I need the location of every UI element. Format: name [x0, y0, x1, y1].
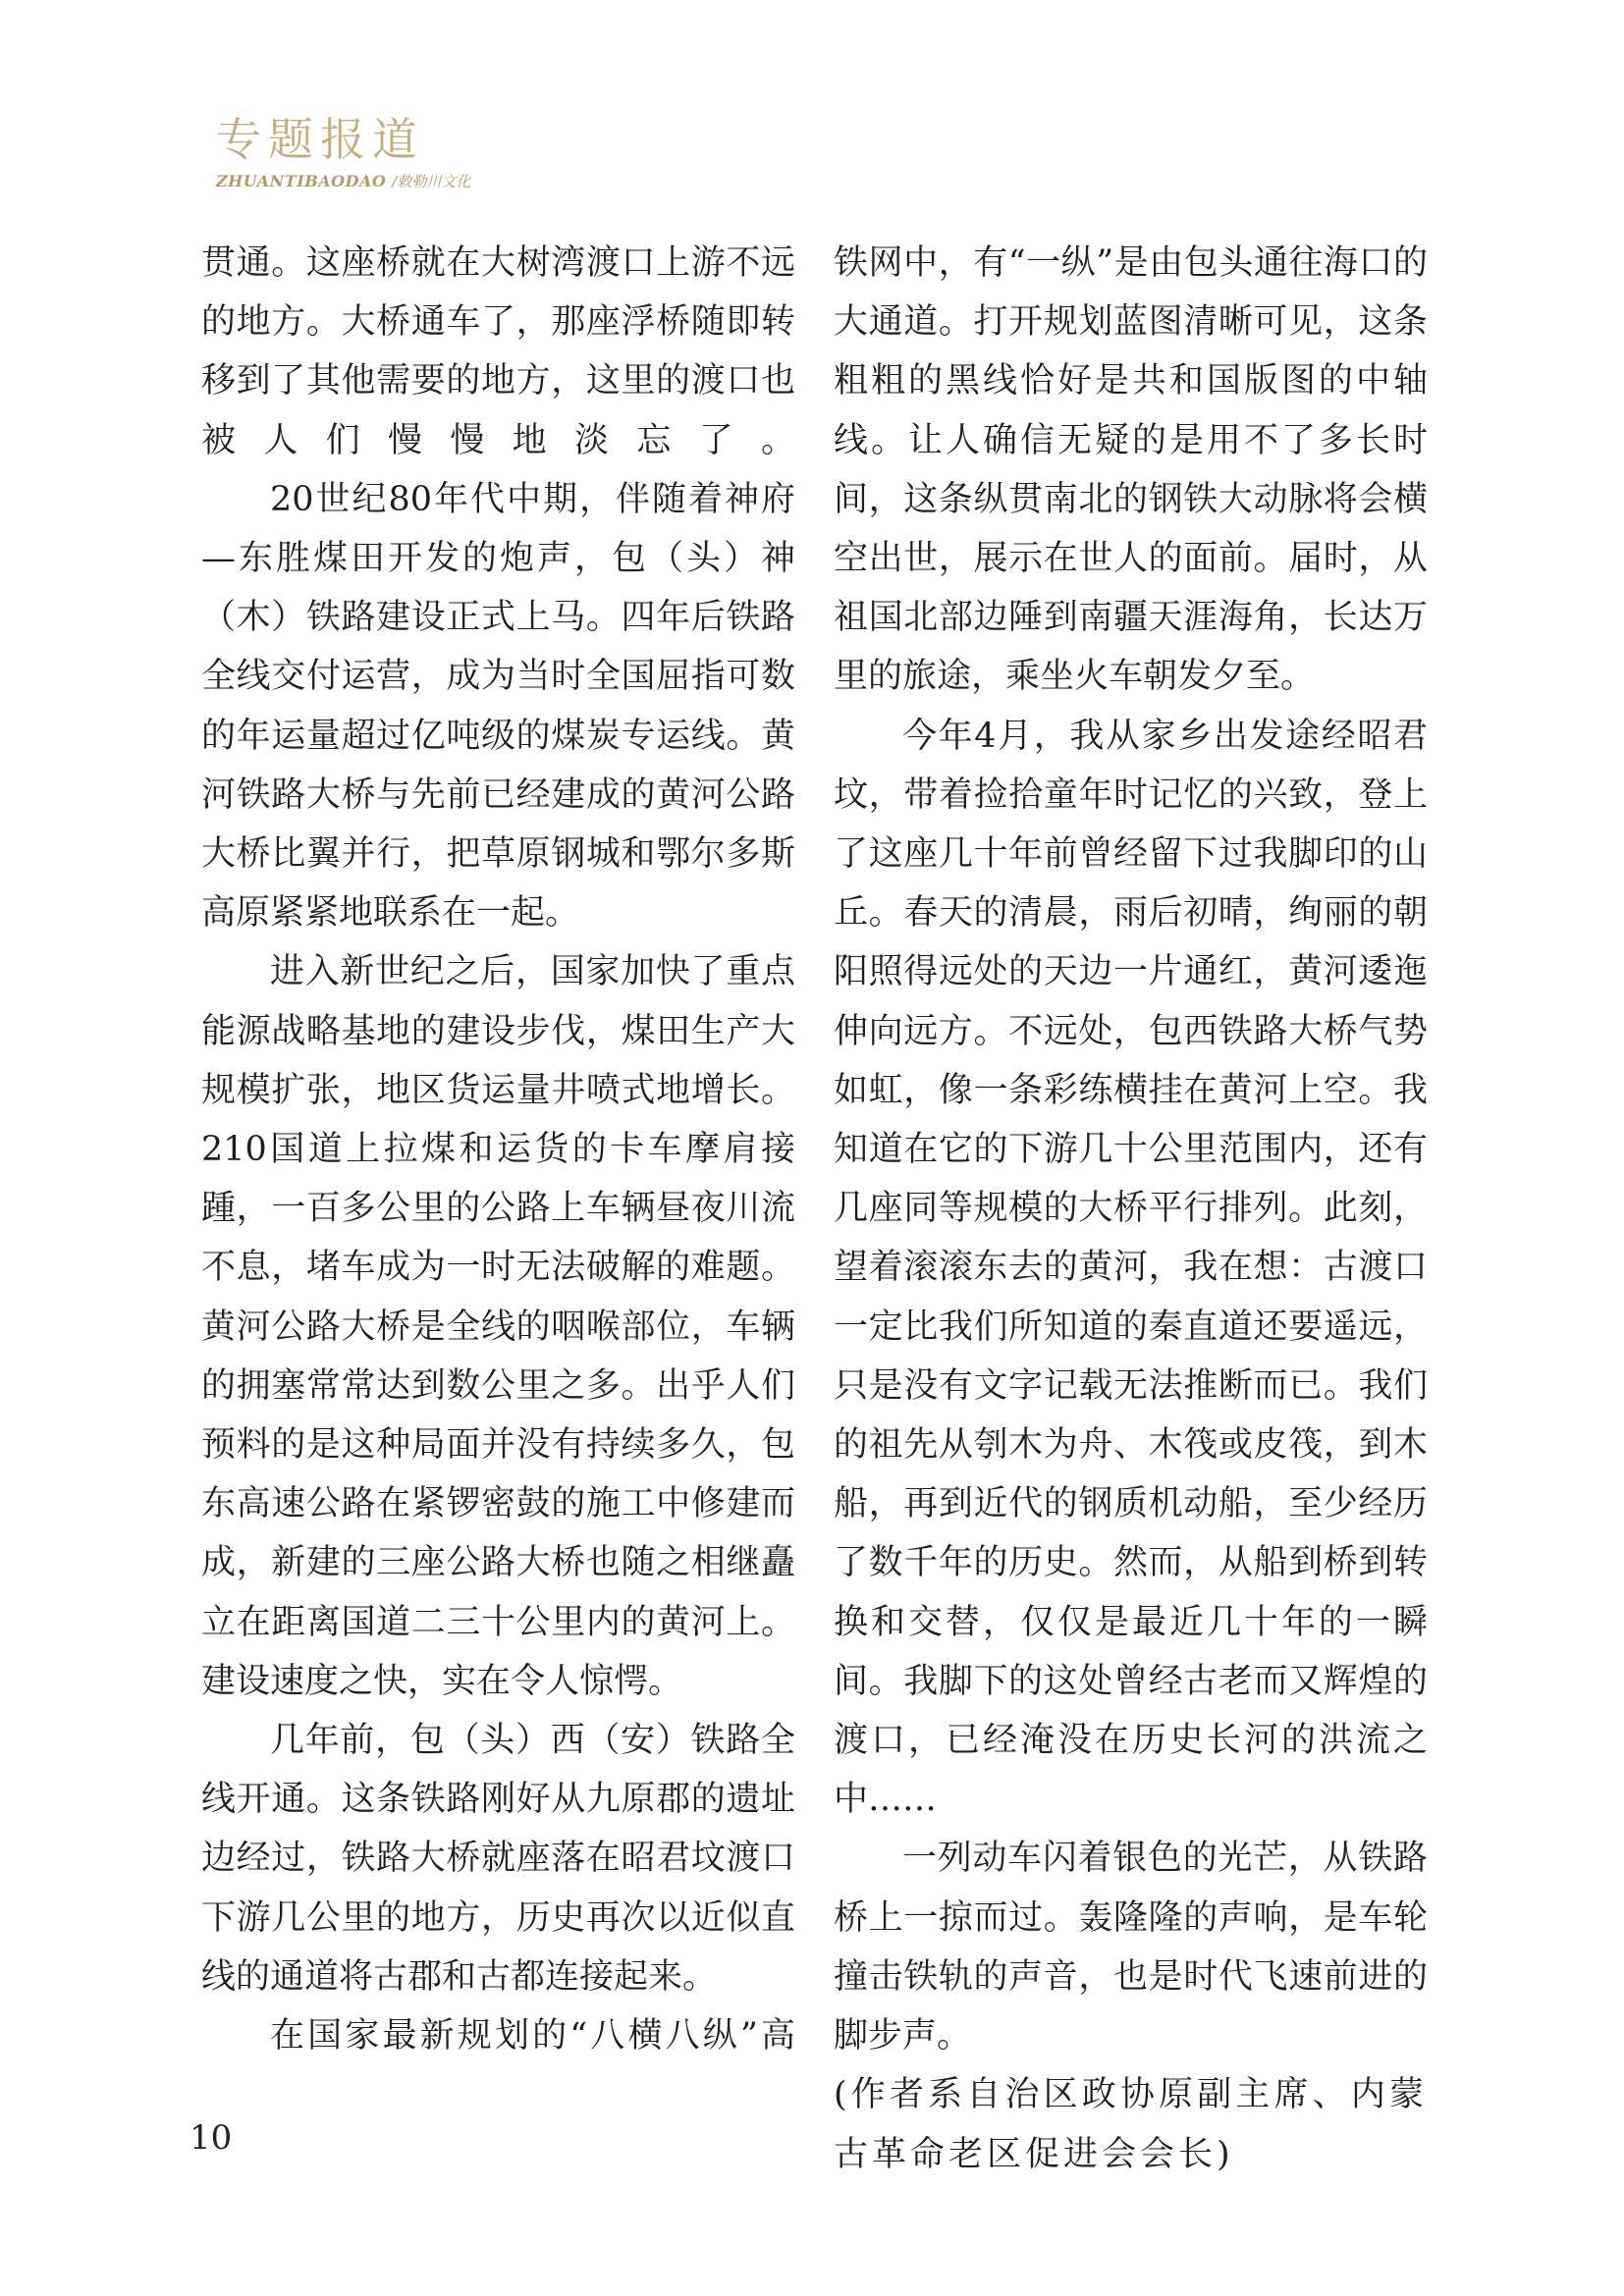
- section-header: [216, 110, 470, 191]
- paragraph: 进入新世纪之后，国家加快了重点能源战略基地的建设步伐，煤田生产大规模扩张，地区货运量井喷式地增长。210国道上拉煤和运货的卡车摩肩接踵，一百多公里的公路上车辆昼夜川流不息，堵车成为一时无法破解的难题。黄河公路大桥是全线的咽喉部位，车辆的拥塞常常达到数公里之多。出乎人们预料的是这种局面并没有持续多久，包东高速公路在紧锣密鼓的施工中修建而成，新建的三座公路大桥也随之相继矗立在距离国道二三十公里内的黄河上。建设速度之快，实在令人惊愕。: [201, 952, 795, 1701]
- page-number: 10: [189, 2118, 233, 2158]
- paragraph: 今年4月，我从家乡出发途经昭君坟，带着捡拾童年时记忆的兴致，登上了这座几十年前曾经留下过我脚印的山丘。春天的清晨，雨后初晴，绚丽的朝阳照得远处的天边一片通红，黄河逶迤伸向远方。不远处，包西铁路大桥气势如虹，像一条彩练横挂在黄河上空。我知道在它的下游几十公里范围内，还有几座同等规模的大桥平行排列。此刻，望着滚滚东去的黄河，我在想：古渡口一定比我们所知道的秦直道还要遥远，只是没有文字记载无法推断而已。我们的祖先从刳木为舟、木筏或皮筏，到木船，再到近代的钢质机动船，至少经历了数千年的历史。然而，从船到桥到转换和交替，仅仅是最近几十年的一瞬间。我脚下的这处曾经古老而又辉煌的渡口，已经淹没在历史长河的洪流之中……: [834, 716, 1428, 1820]
- paragraph: 一列动车闪着银色的光芒，从铁路桥上一掠而过。轰隆隆的声响，是车轮撞击铁轨的声音，也是时代飞速前进的脚步声。: [834, 1839, 1428, 2056]
- paragraph: 20世纪80年代中期，伴随着神府—东胜煤田开发的炮声，包（头）神（木）铁路建设正式上马。四年后铁路全线交付运营，成为当时全国屈指可数的年运量超过亿吨级的煤炭专运线。黄河铁路大桥与先前已经建成的黄河公路大桥比翼并行，把草原钢城和鄂尔多斯高原紧紧地联系在一起。: [201, 479, 795, 934]
- paragraph: 铁网中，有“一纵”是由包头通往海口的大通道。打开规划蓝图清晰可见，这条粗粗的黑线恰好是共和国版图的中轴线。让人确信无疑的是用不了多长时间，这条纵贯南北的钢铁大动脉将会横空出世，展示在世人的面前。届时，从祖国北部边陲到南疆天涯海角，长达万里的旅途，乘坐火车朝发夕至。: [834, 243, 1428, 697]
- section-pinyin: ZHUANTIBAODAO: [216, 172, 387, 190]
- brand-name: /敕勒川文化: [392, 173, 471, 190]
- section-subtitle: [216, 171, 470, 191]
- paragraph: 在国家最新规划的“八横八纵”高: [270, 2016, 795, 2056]
- left-column: [201, 234, 795, 2065]
- section-title: 专题报道: [216, 113, 424, 166]
- right-column: [834, 234, 1428, 2184]
- paragraph: 几年前，包（头）西（安）铁路全线开通。这条铁路刚好从九原郡的遗址边经过，铁路大桥就座落在昭君坟渡口下游几公里的地方，历史再次以近似直线的通道将古郡和古都连接起来。: [201, 1721, 795, 1997]
- author-note: (作者系自治区政协原副主席、内蒙古革命老区促进会会长): [834, 2075, 1428, 2174]
- paragraph: 贯通。这座桥就在大树湾渡口上游不远的地方。大桥通车了，那座浮桥随即转移到了其他需要的地方，这里的渡口也被人们慢慢地淡忘了。: [201, 243, 795, 460]
